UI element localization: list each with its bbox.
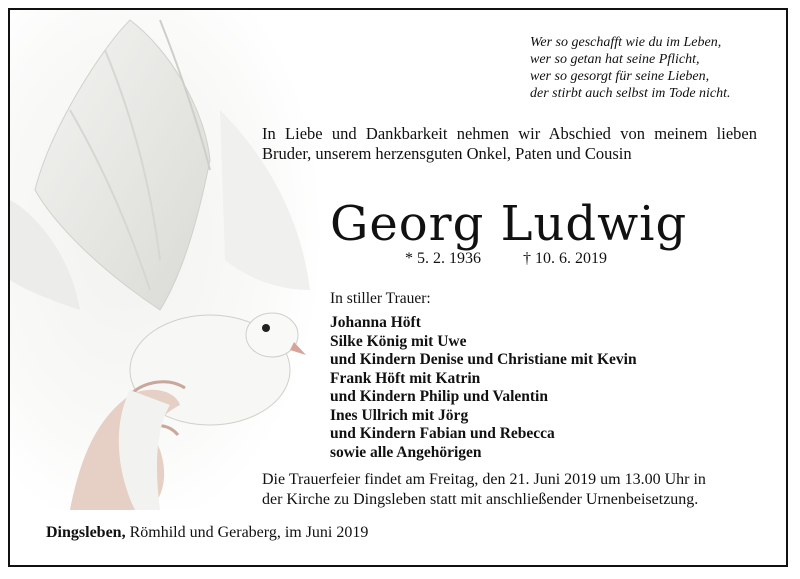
birth-date: * 5. 2. 1936 — [405, 250, 481, 267]
dove-icon — [10, 10, 340, 510]
service-line: Die Trauerfeier findet am Freitag, den 21. Juni 2019 um 13.00 Uhr in — [262, 471, 706, 488]
mourner-item: Frank Höft mit Katrin — [330, 369, 481, 387]
mourner-item: und Kindern Philip und Valentin — [330, 388, 548, 405]
intro-text: In Liebe und Dankbarkeit nehmen wir Abschied von meinem lieben Bruder, unserem herzensguten Onkel, Paten und Cousin — [262, 124, 757, 163]
mourner-list — [330, 314, 637, 462]
obituary-notice — [8, 8, 788, 567]
poem-line: wer so getan hat seine Pflicht, — [530, 52, 700, 67]
funeral-service-info — [262, 470, 757, 510]
poem-line: der stirbt auch selbst im Tode nicht. — [530, 86, 731, 101]
mourner-item: Johanna Höft — [330, 314, 421, 331]
service-line: der Kirche zu Dingsleben statt mit anschließender Urnenbeisetzung. — [262, 491, 699, 508]
mourner-item: und Kindern Denise und Christiane mit Kevin — [330, 351, 637, 368]
mourner-item: Silke König mit Uwe — [330, 332, 467, 350]
place-and-date — [46, 524, 368, 542]
place-rest: Römhild und Geraberg, im Juni 2019 — [125, 524, 369, 541]
mourner-item: sowie alle Angehörigen — [330, 443, 482, 461]
deceased-name: Georg Ludwig — [330, 196, 688, 252]
mourner-item: Ines Ullrich mit Jörg — [330, 406, 469, 424]
life-dates — [405, 250, 607, 268]
poem-line: wer so gesorgt für seine Lieben, — [530, 69, 710, 84]
mourner-item: und Kindern Fabian und Rebecca — [330, 425, 555, 442]
poem-line: Wer so geschafft wie du im Leben, — [530, 35, 722, 50]
death-date: † 10. 6. 2019 — [523, 250, 607, 267]
mourning-heading: In stiller Trauer: — [330, 290, 431, 307]
poem — [530, 34, 770, 102]
place-town: Dingsleben, — [46, 524, 126, 541]
